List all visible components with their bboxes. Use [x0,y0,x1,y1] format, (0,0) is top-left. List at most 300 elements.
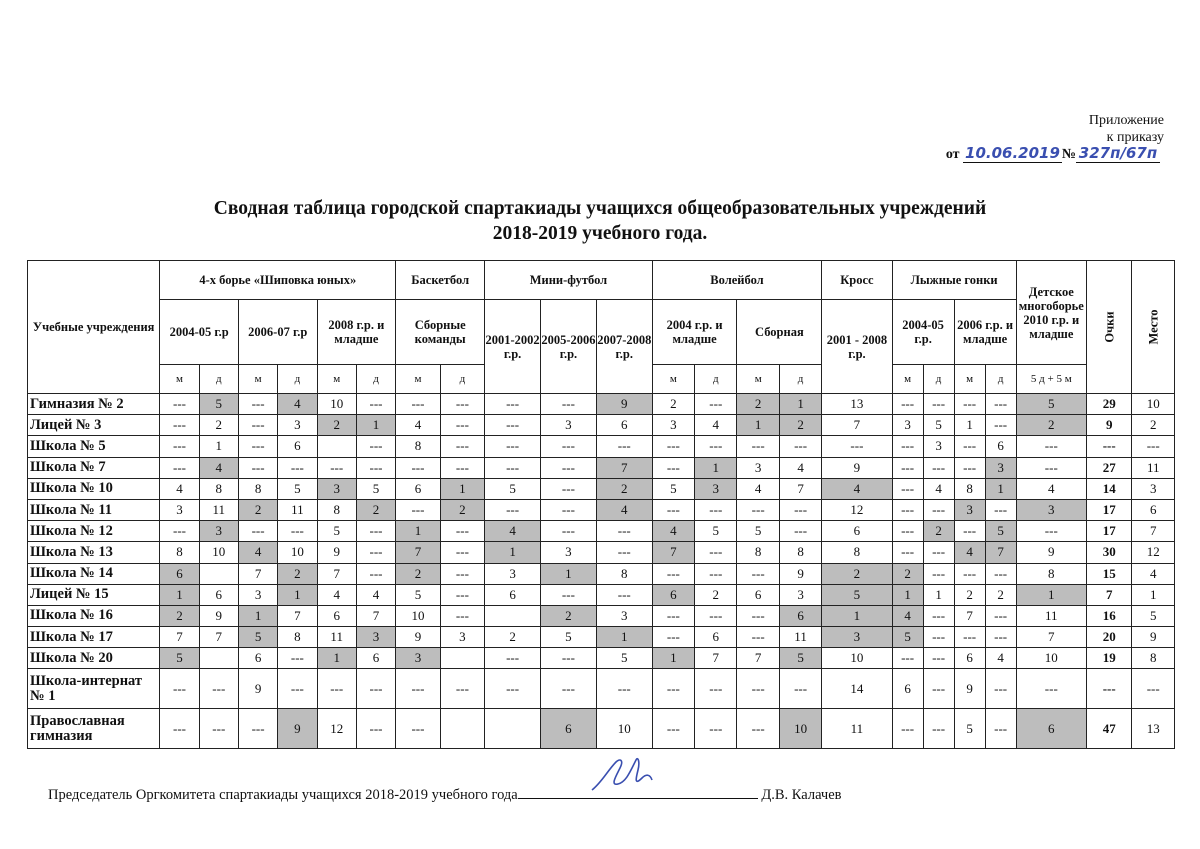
score-cell: --- [485,669,541,709]
header-volleyball: Волейбол [652,261,822,300]
score-cell: 7 [954,605,985,626]
score-cell: 6 [596,415,652,436]
score-cell: 3 [892,415,923,436]
score-cell: --- [652,499,694,520]
score-cell: --- [892,457,923,478]
score-cell: 8 [822,542,892,563]
score-cell: --- [923,394,954,415]
score-cell: 6 [485,584,541,605]
score-cell: --- [923,669,954,709]
gender-m: м [160,365,199,394]
score-cell [440,709,484,749]
score-cell: --- [278,521,317,542]
score-cell: 6 [695,627,737,648]
place-cell: 8 [1132,648,1175,669]
score-cell: 1 [954,415,985,436]
score-cell: 7 [985,542,1016,563]
subheader-volleyball-2004: 2004 г.р. и младше [652,300,737,365]
score-cell: 2 [160,605,199,626]
score-cell: --- [596,436,652,457]
score-cell: --- [396,709,440,749]
score-cell: 3 [985,457,1016,478]
institution-name: Лицей № 3 [28,415,160,436]
score-cell: --- [695,669,737,709]
score-cell: 2 [317,415,356,436]
score-cell: 5 [356,478,395,499]
score-cell: --- [923,563,954,584]
score-cell: --- [892,521,923,542]
score-cell: 9 [1016,542,1086,563]
table-row [28,521,1175,542]
institution-name: Школа № 5 [28,436,160,457]
score-cell: --- [440,457,484,478]
score-cell: 5 [238,627,277,648]
signature-line [48,786,842,804]
table-row [28,457,1175,478]
score-cell: 5 [317,521,356,542]
results-table [27,260,1175,749]
score-cell: --- [737,605,779,626]
score-cell: 10 [278,542,317,563]
table-row [28,709,1175,749]
gender-d: д [985,365,1016,394]
score-cell: 9 [199,605,238,626]
score-cell: 7 [317,563,356,584]
chair-title: Председатель Оргкомитета спартакиады учащихся 2018-2019 учебного года [48,787,518,803]
score-cell: 12 [822,499,892,520]
score-cell: 2 [923,521,954,542]
score-cell: 11 [1016,605,1086,626]
score-cell: --- [160,457,199,478]
place-cell: 9 [1132,627,1175,648]
score-cell: 14 [822,669,892,709]
score-cell: --- [1016,669,1086,709]
score-cell: 3 [440,627,484,648]
score-cell [485,709,541,749]
table-row [28,648,1175,669]
score-cell: 8 [779,542,821,563]
score-cell: 11 [779,627,821,648]
score-cell: --- [440,563,484,584]
score-cell: 1 [822,605,892,626]
score-cell: --- [1016,436,1086,457]
score-cell: 6 [396,478,440,499]
score-cell: 1 [317,648,356,669]
score-cell: --- [396,669,440,709]
document-title [160,196,1040,246]
score-cell: 1 [1016,584,1086,605]
score-cell: 7 [199,627,238,648]
table-row [28,415,1175,436]
points-cell: --- [1086,436,1132,457]
score-cell: 1 [737,415,779,436]
score-cell: --- [985,605,1016,626]
score-cell: 5 [278,478,317,499]
score-cell: --- [954,457,985,478]
score-cell [199,648,238,669]
institution-name: Школа № 11 [28,499,160,520]
score-cell: 3 [923,436,954,457]
points-cell: 9 [1086,415,1132,436]
score-cell: 6 [160,563,199,584]
score-cell: --- [541,584,597,605]
place-cell: 6 [1132,499,1175,520]
score-cell: 1 [199,436,238,457]
score-cell: 4 [485,521,541,542]
score-cell: 4 [396,415,440,436]
score-cell: --- [541,436,597,457]
score-cell: 2 [541,605,597,626]
score-cell: --- [892,478,923,499]
table-row [28,605,1175,626]
score-cell: 2 [396,563,440,584]
score-cell: 4 [695,415,737,436]
score-cell: 4 [779,457,821,478]
score-cell: 8 [317,499,356,520]
score-cell: --- [485,394,541,415]
score-cell: --- [317,457,356,478]
table-row [28,499,1175,520]
points-cell: 19 [1086,648,1132,669]
score-cell: 11 [278,499,317,520]
score-cell: --- [954,436,985,457]
score-cell: 9 [954,669,985,709]
institution-name: Православная гимназия [28,709,160,749]
score-cell: 10 [822,648,892,669]
score-cell: --- [440,542,484,563]
header-basketball: Баскетбол [396,261,485,300]
score-cell: 1 [440,478,484,499]
score-cell: --- [892,648,923,669]
score-cell: 2 [238,499,277,520]
score-cell: 9 [396,627,440,648]
points-cell: 15 [1086,563,1132,584]
score-cell: --- [317,669,356,709]
score-cell: 5 [596,648,652,669]
gender-m: м [737,365,779,394]
score-cell: 9 [822,457,892,478]
score-cell: 5 [822,584,892,605]
score-cell: 3 [737,457,779,478]
score-cell: 9 [596,394,652,415]
score-cell: 3 [596,605,652,626]
score-cell: --- [440,394,484,415]
score-cell: --- [541,499,597,520]
score-cell: --- [278,457,317,478]
order-number: 327п/67п [1076,144,1160,163]
score-cell: --- [737,563,779,584]
score-cell: --- [923,709,954,749]
score-cell [485,605,541,626]
place-cell: 13 [1132,709,1175,749]
score-cell: --- [923,605,954,626]
score-cell: 1 [923,584,954,605]
subheader-volleyball-team: Сборная [737,300,822,365]
institution-name: Школа № 12 [28,521,160,542]
score-cell: --- [985,499,1016,520]
score-cell: --- [356,669,395,709]
score-cell: --- [541,669,597,709]
score-cell: --- [892,436,923,457]
table-row [28,394,1175,415]
score-cell [317,436,356,457]
points-cell: 7 [1086,584,1132,605]
score-cell: --- [440,669,484,709]
score-cell: --- [356,394,395,415]
institution-name: Школа-интернат № 1 [28,669,160,709]
score-cell: --- [440,415,484,436]
score-cell: 6 [1016,709,1086,749]
institution-name: Лицей № 15 [28,584,160,605]
title-line-2: 2018-2019 учебного года. [492,223,708,244]
score-cell: --- [985,415,1016,436]
score-cell: 1 [278,584,317,605]
score-cell: 4 [954,542,985,563]
results-body [28,394,1175,749]
score-cell: --- [485,415,541,436]
score-cell: --- [396,457,440,478]
score-cell: 2 [596,478,652,499]
score-cell: 5 [485,478,541,499]
score-cell: 3 [396,648,440,669]
table-row [28,563,1175,584]
score-cell: 8 [1016,563,1086,584]
score-cell: --- [695,499,737,520]
score-cell: 10 [317,394,356,415]
gender-d: д [779,365,821,394]
score-cell: 5 [985,521,1016,542]
score-cell: 5 [892,627,923,648]
place-cell: --- [1132,436,1175,457]
score-cell: 7 [779,478,821,499]
score-cell: --- [779,669,821,709]
score-cell: --- [985,627,1016,648]
place-cell: --- [1132,669,1175,709]
score-cell: 1 [779,394,821,415]
table-row [28,436,1175,457]
score-cell: 3 [541,415,597,436]
score-cell [440,648,484,669]
subheader-ski-2004: 2004-05 г.р. [892,300,954,365]
header-place [1132,261,1175,394]
score-cell: --- [779,521,821,542]
score-cell: --- [356,436,395,457]
header-institutions: Учебные учреждения [28,261,160,394]
score-cell: --- [238,394,277,415]
score-cell: --- [238,415,277,436]
score-cell: 4 [1016,478,1086,499]
score-cell: --- [737,709,779,749]
score-cell: --- [596,669,652,709]
score-cell: 6 [541,709,597,749]
score-cell: 3 [779,584,821,605]
score-cell: --- [160,669,199,709]
score-cell: 8 [278,627,317,648]
score-cell: 10 [396,605,440,626]
score-cell: 1 [596,627,652,648]
place-cell: 10 [1132,394,1175,415]
score-cell: 3 [695,478,737,499]
table-row [28,669,1175,709]
score-cell: --- [238,457,277,478]
score-cell: --- [652,669,694,709]
place-cell: 7 [1132,521,1175,542]
header-place-label: Место [1146,309,1161,345]
score-cell: --- [160,394,199,415]
score-cell: --- [199,709,238,749]
table-row [28,478,1175,499]
header-cross: Кросс [822,261,892,300]
score-cell: --- [695,605,737,626]
score-cell: 7 [160,627,199,648]
score-cell: 1 [695,457,737,478]
score-cell: 6 [779,605,821,626]
score-cell: 4 [278,394,317,415]
place-cell: 3 [1132,478,1175,499]
score-cell: 3 [278,415,317,436]
gender-m: м [396,365,440,394]
place-cell: 5 [1132,605,1175,626]
score-cell: 2 [278,563,317,584]
score-cell: --- [652,709,694,749]
score-cell: --- [356,709,395,749]
score-cell: 8 [160,542,199,563]
points-cell: 29 [1086,394,1132,415]
score-cell: 1 [652,648,694,669]
score-cell: 11 [317,627,356,648]
score-cell: --- [695,563,737,584]
score-cell: --- [652,436,694,457]
score-cell: --- [541,648,597,669]
score-cell: --- [356,521,395,542]
score-cell: --- [440,605,484,626]
score-cell: --- [541,478,597,499]
score-cell: 7 [695,648,737,669]
score-cell: 7 [822,415,892,436]
score-cell: --- [695,394,737,415]
subheader-basketball-teams: Сборные команды [396,300,485,365]
score-cell: --- [892,394,923,415]
signature-mark-icon [588,752,668,796]
score-cell: 3 [954,499,985,520]
header-points-label: Очки [1102,311,1117,343]
subheader-borye-2004: 2004-05 г.р [160,300,239,365]
score-cell: 8 [954,478,985,499]
score-cell: --- [985,563,1016,584]
score-cell: 9 [317,542,356,563]
score-cell: 1 [485,542,541,563]
institution-name: Гимназия № 2 [28,394,160,415]
score-cell: --- [923,627,954,648]
score-cell: 5 [652,478,694,499]
score-cell: 6 [317,605,356,626]
appendix-label: Приложение [1088,113,1164,128]
score-cell: --- [923,457,954,478]
title-line-1: Сводная таблица городской спартакиады учащихся общеобразовательных учреждений [213,198,987,219]
score-cell: 4 [160,478,199,499]
score-cell: 4 [596,499,652,520]
score-cell: --- [541,394,597,415]
score-cell: --- [1016,457,1086,478]
score-cell: 3 [485,563,541,584]
gender-m: м [238,365,277,394]
subheader-minifootball-2007: 2007-2008 г.р. [596,300,652,394]
score-cell: --- [737,669,779,709]
score-cell: 7 [278,605,317,626]
score-cell: 8 [737,542,779,563]
appendix-block [1089,112,1164,146]
score-cell: 11 [199,499,238,520]
institution-name: Школа № 7 [28,457,160,478]
score-cell: 13 [822,394,892,415]
score-cell: 2 [1016,415,1086,436]
institution-name: Школа № 10 [28,478,160,499]
score-cell: 8 [238,478,277,499]
score-cell: 10 [596,709,652,749]
score-cell: 2 [440,499,484,520]
subheader-borye-2008: 2008 г.р. и младше [317,300,396,365]
score-cell: 1 [985,478,1016,499]
header-minifootball: Мини-футбол [485,261,653,300]
subheader-ski-2006: 2006 г.р. и младше [954,300,1016,365]
score-cell: --- [541,457,597,478]
score-cell: 4 [317,584,356,605]
score-cell: --- [440,521,484,542]
score-cell: 1 [892,584,923,605]
score-cell: 7 [652,542,694,563]
score-cell: --- [238,521,277,542]
score-cell: 5 [695,521,737,542]
score-cell: --- [440,584,484,605]
score-cell: --- [652,605,694,626]
score-cell: --- [695,709,737,749]
score-cell: --- [596,584,652,605]
score-cell: 5 [199,394,238,415]
score-cell: 5 [779,648,821,669]
score-cell: --- [396,499,440,520]
score-cell: 5 [160,648,199,669]
header-children: Детское многоборье 2010 г.р. и младше [1016,261,1086,365]
score-cell: --- [985,669,1016,709]
score-cell: 1 [396,521,440,542]
points-cell: 30 [1086,542,1132,563]
score-cell: 6 [356,648,395,669]
table-row [28,627,1175,648]
gender-m: м [317,365,356,394]
order-number-label: № [1061,147,1076,162]
institution-name: Школа № 13 [28,542,160,563]
subheader-minifootball-2005: 2005-2006 г.р. [541,300,597,394]
score-cell: --- [985,709,1016,749]
institution-name: Школа № 16 [28,605,160,626]
score-cell: --- [954,394,985,415]
header-borye: 4-х борье «Шиповка юных» [160,261,396,300]
score-cell: 8 [199,478,238,499]
score-cell: --- [396,394,440,415]
score-cell: --- [356,563,395,584]
score-cell: --- [695,436,737,457]
score-cell: 1 [238,605,277,626]
score-cell: 3 [822,627,892,648]
score-cell: --- [485,648,541,669]
score-cell: 8 [596,563,652,584]
score-cell: --- [954,563,985,584]
score-cell: 6 [954,648,985,669]
score-cell: --- [541,521,597,542]
score-cell: --- [160,415,199,436]
score-cell: 1 [541,563,597,584]
score-cell: --- [485,457,541,478]
